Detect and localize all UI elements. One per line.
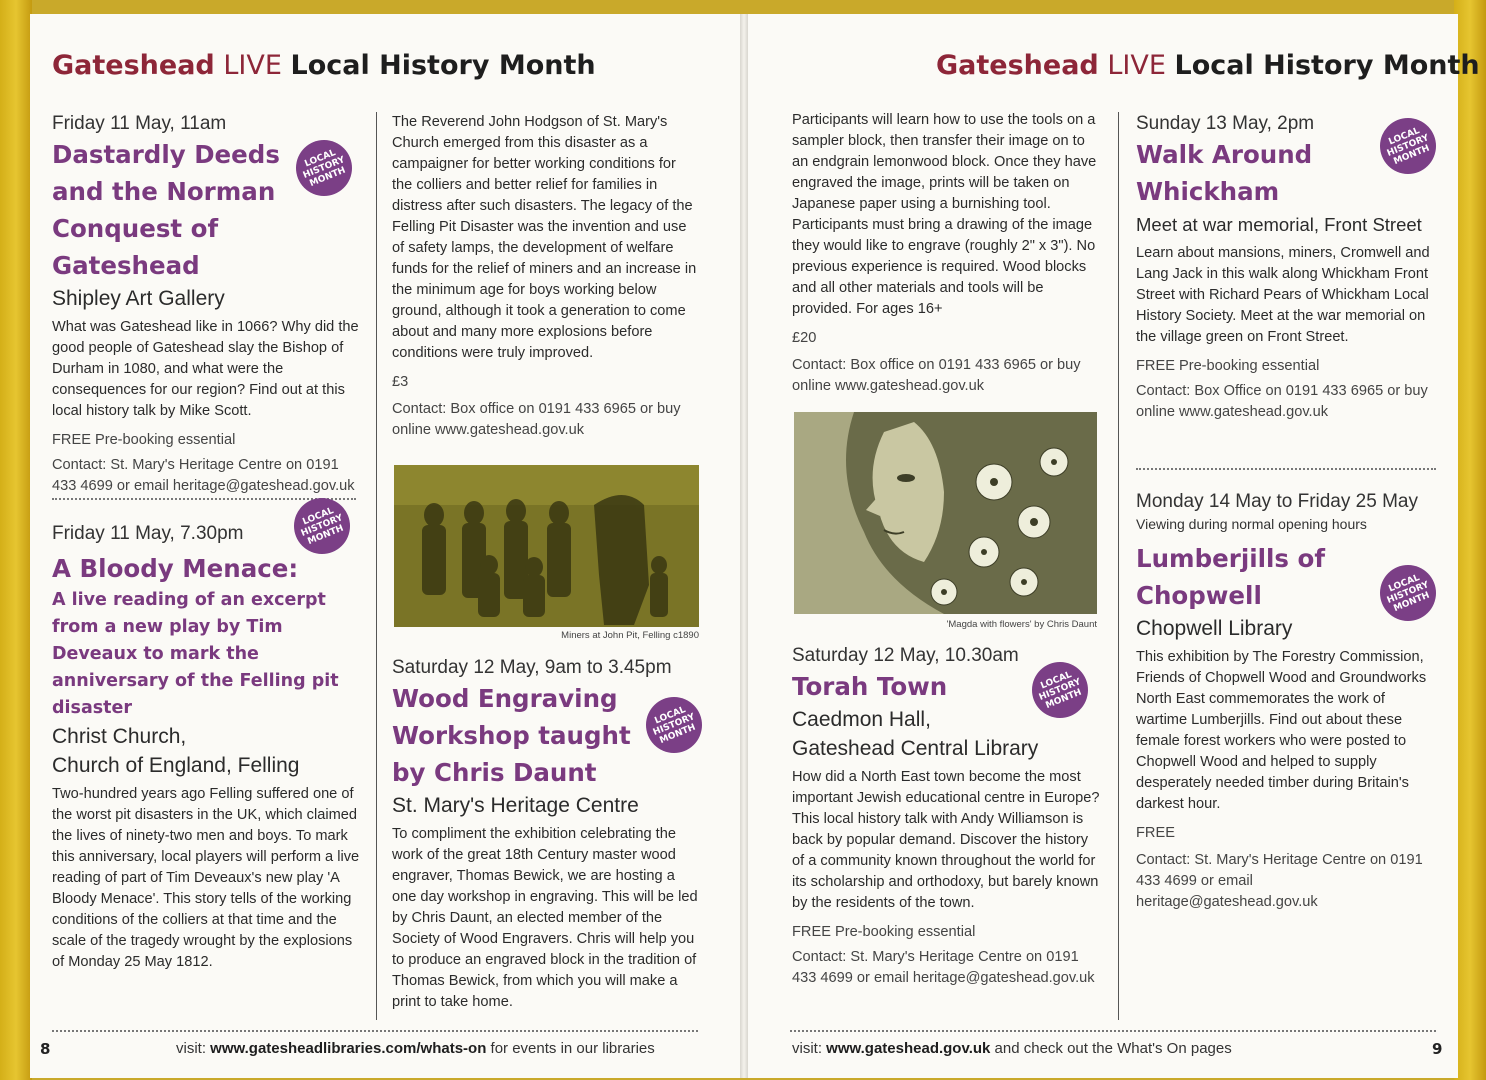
event-title: Wood Engraving Workshop taught by Chris Daunt: [392, 684, 631, 787]
event-wood-engraving-continued: [792, 110, 1100, 397]
footer-divider: [790, 1030, 1436, 1032]
magda-with-flowers-image: [794, 412, 1097, 614]
event-contact: Contact: St. Mary's Heritage Centre on 0191 433 4699 or email heritage@gateshead.gov.uk: [52, 457, 355, 494]
event-price: £20: [792, 330, 817, 346]
event-venue-line2: Church of England, Felling: [52, 754, 300, 777]
photo-caption: Miners at John Pit, Felling c1890: [561, 630, 699, 641]
badge-label: LOCAL HISTORY MONTH: [651, 705, 698, 746]
header-live: LIVE: [223, 50, 282, 81]
header-brand: Gateshead: [52, 50, 215, 81]
event-description: Learn about mansions, miners, Cromwell and Lang Jack in this walk along Whickham Front Street with Richard Pears of Whickham Local History Society. Meet at the war memorial on the village green on Front Street.: [1136, 245, 1430, 345]
event-price: FREE Pre-booking essential: [1136, 358, 1320, 374]
event-subtitle: A live reading of an excerpt from a new play by Tim Deveaux to mark the anniversary of the Felling pit disaster: [52, 590, 339, 718]
page-edge-right: [1454, 0, 1486, 1080]
event-bloody-menace: [52, 522, 362, 973]
spine: [740, 14, 748, 1078]
event-description: To compliment the exhibition celebrating the work of the great 18th Century master wood engraver, Thomas Bewick, we are hosting a one day workshop in engraving. This will be led by Chris Daunt, an elected member of the Society of Wood Engravers. Chris will help you to produce an engraved block in the tradition of Thomas Bewick, from which you will make a print to take home.: [392, 826, 698, 1010]
event-venue: Meet at war memorial, Front Street: [1136, 214, 1422, 235]
event-venue: Shipley Art Gallery: [52, 287, 225, 310]
column-rule: [1118, 112, 1119, 1020]
event-title: Walk Around Whickham: [1136, 140, 1313, 206]
event-title: A Bloody Menace:: [52, 554, 299, 583]
footer-left: [176, 1040, 655, 1057]
event-description: How did a North East town become the most important Jewish educational centre in Europe? This local history talk with Andy Williamson is back by popular demand. Discover the history of a community known throughout the world for its scholarship and orthodoxy, but barely known by the residents of the town.: [792, 769, 1100, 911]
header-left: [52, 50, 596, 81]
miners-photo-graphic: [394, 465, 699, 627]
event-contact: Contact: Box office on 0191 433 6965 or buy online www.gateshead.gov.uk: [792, 357, 1081, 394]
event-price: FREE Pre-booking essential: [52, 432, 236, 448]
event-venue-line1: Christ Church,: [52, 725, 187, 748]
badge-label: LOCAL HISTORY MONTH: [1037, 670, 1084, 711]
event-venue-line2: Gateshead Central Library: [792, 737, 1039, 760]
event-contact: Contact: St. Mary's Heritage Centre on 0191 433 4699 or email heritage@gateshead.gov.uk: [792, 949, 1095, 986]
event-date: Saturday 12 May, 9am to 3.45pm: [392, 657, 672, 678]
column-rule: [376, 112, 377, 1020]
footer-suffix: for events in our libraries: [490, 1040, 655, 1057]
divider: [1136, 468, 1436, 470]
page-number: 8: [40, 1040, 51, 1058]
page-number: 9: [1432, 1040, 1443, 1058]
event-price: FREE Pre-booking essential: [792, 924, 976, 940]
event-date: Friday 11 May, 11am: [52, 113, 227, 134]
header-brand: Gateshead: [936, 50, 1099, 81]
footer-divider: [52, 1030, 698, 1032]
header-title: Local History Month: [290, 50, 596, 81]
footer-url-link[interactable]: www.gatesheadlibraries.com/whats-on: [210, 1040, 487, 1057]
footer-prefix: visit:: [792, 1040, 822, 1057]
header-live: LIVE: [1107, 50, 1166, 81]
event-bloody-menace-continued: [392, 112, 700, 441]
miners-photo: [394, 465, 699, 627]
event-venue-line1: Caedmon Hall,: [792, 708, 931, 731]
badge-label: LOCAL HISTORY MONTH: [1385, 573, 1432, 614]
footer-url-link[interactable]: www.gateshead.gov.uk: [826, 1040, 991, 1057]
event-date: Saturday 12 May, 10.30am: [792, 645, 1019, 666]
page-edge-left: [0, 0, 32, 1080]
event-title: Lumberjills of Chopwell: [1136, 544, 1326, 610]
event-note: Viewing during normal opening hours: [1136, 516, 1367, 532]
event-description: The Reverend John Hodgson of St. Mary's Church emerged from this disaster as a campaigner for better working conditions for the colliers and better relief for families in distress after such disasters. The legacy of the Felling Pit Disaster was the invention and use of safety lamps, the development of welfare funds for the relief of miners and an increase in the minimum age for boys working below ground, although it took a generation to come about and many more explosions before conditions were truly improved.: [392, 114, 697, 361]
event-date: Monday 14 May to Friday 25 May: [1136, 491, 1418, 512]
event-contact: Contact: St. Mary's Heritage Centre on 0191 433 4699 or email heritage@gateshead.gov.uk: [1136, 852, 1423, 910]
badge-label: LOCAL HISTORY MONTH: [299, 506, 346, 547]
event-contact: Contact: Box office on 0191 433 6965 or buy online www.gateshead.gov.uk: [392, 401, 681, 438]
header-title: Local History Month: [1174, 50, 1480, 81]
event-description: Two-hundred years ago Felling suffered one of the worst pit disasters in the UK, which claimed the lives of ninety-two men and boys. To mark this anniversary, local players will perform a live reading of part of Tim Deveaux's new play 'A Bloody Menace'. This story tells of the working conditions of the colliers at that time and the scale of the tragedy wrought by the explosions of Monday 25 May 1812.: [52, 786, 360, 970]
badge-label: LOCAL HISTORY MONTH: [1385, 126, 1432, 167]
event-description: This exhibition by The Forestry Commission, Friends of Chopwell Wood and Groundworks North East commemorates the work of wartime Lumberjills. Find out about these female forest workers who were posted to Chopwell Wood and helped to supply desperately needed timber during Britain's darkest hour.: [1136, 649, 1427, 812]
footer-prefix: visit:: [176, 1040, 206, 1057]
footer-right: [792, 1040, 1232, 1057]
event-price: FREE: [1136, 825, 1175, 841]
event-contact: Contact: Box Office on 0191 433 6965 or buy online www.gateshead.gov.uk: [1136, 383, 1428, 420]
header-right: [936, 50, 1480, 81]
event-date: Friday 11 May, 7.30pm: [52, 523, 244, 544]
event-description: What was Gateshead like in 1066? Why did the good people of Gateshead slay the Bishop of Durham in 1080, and what were the consequences for our region? Find out at this local history talk by Mike Scott.: [52, 319, 359, 419]
engraving-graphic: [794, 412, 1097, 614]
event-title: Dastardly Deeds and the Norman Conquest of Gateshead: [52, 140, 280, 280]
event-venue: St. Mary's Heritage Centre: [392, 794, 639, 817]
event-lumberjills: [1136, 490, 1436, 913]
event-price: £3: [392, 374, 409, 390]
footer-suffix: and check out the What's On pages: [994, 1040, 1232, 1057]
event-date: Sunday 13 May, 2pm: [1136, 113, 1315, 134]
badge-label: LOCAL HISTORY MONTH: [301, 148, 348, 189]
event-title: Torah Town: [792, 672, 948, 701]
photo-caption: 'Magda with flowers' by Chris Daunt: [946, 619, 1097, 630]
event-venue: Chopwell Library: [1136, 617, 1293, 640]
event-description: Participants will learn how to use the tools on a sampler block, then transfer their image on to an endgrain lemonwood block. Once they have engraved the image, prints will be taken on Japanese paper using a burnishing tool. Participants must bring a drawing of the image they would like to engrave (roughly 2" x 3"). No previous experience is required. Wood blocks and all other materials and tools will be provided. For ages 16+: [792, 112, 1097, 317]
